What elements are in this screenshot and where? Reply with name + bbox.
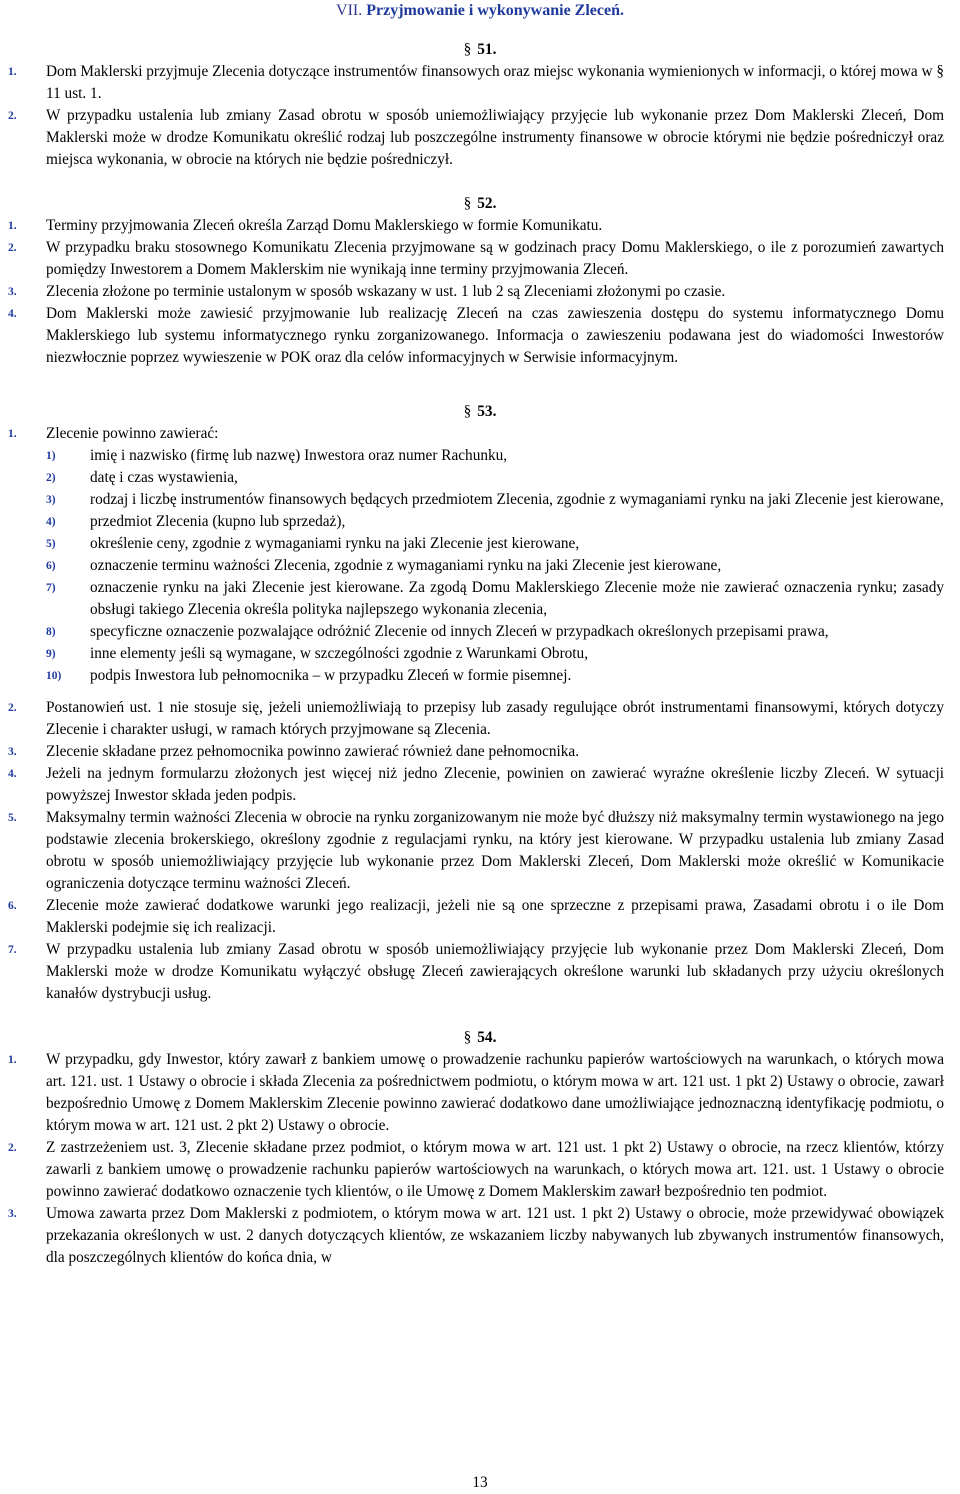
page-number: 13 — [472, 1474, 488, 1491]
section-53-subitem-3: 3) rodzaj i liczbę instrumentów finansowych będących przedmiotem Zlecenia, zgodnie z wymaganiami rynku na jaki Zlecenie jest kierowane, — [46, 491, 944, 508]
chapter-heading — [0, 0, 960, 22]
document-body — [0, 39, 960, 1269]
section-heading-52: § 52. — [463, 195, 497, 212]
section-53-item-6: 6. Zlecenie może zawierać dodatkowe warunki jego realizacji, jeżeli nie są one sprzeczne z przepisami prawa, Zasadami obrotu i o ile Dom Maklerski podejmie się ich realizacji. — [8, 897, 944, 936]
section-53-subitem-2: 2) datę i czas wystawienia, — [46, 469, 238, 486]
section-53-subitem-8: 8) specyficzne oznaczenie pozwalające odróżnić Zlecenie od innych Zleceń w przypadkach określonych przepisami prawa, — [46, 623, 829, 640]
section-53-subitem-1: 1) imię i nazwisko (firmę lub nazwę) Inwestora oraz numer Rachunku, — [46, 447, 508, 464]
section-54-item-2: 2. Z zastrzeżeniem ust. 3, Zlecenie składane przez podmiot, o którym mowa w art. 121 ust. 1 pkt 2) Ustawy o obrocie, na rzecz klientów, którzy zawarli z bankiem umowę o prowadzenie rachunku papierów wartościowych na warunkach, o których mowa art. 121. ust. 1 Ustawy o obrocie powinno zawierać dodatkowo oznaczenie tych klientów, o ile Umowę z Domem Maklerskim zawarł bezpośrednio ten podmiot. — [8, 1139, 944, 1200]
chapter-number: VII. — [336, 2, 363, 19]
section-53-item-1: 1. Zlecenie powinno zawierać: — [8, 425, 219, 442]
section-53-subitem-9: 9) inne elementy jeśli są wymagane, w szczególności zgodnie z Warunkami Obrotu, — [46, 645, 589, 662]
section-53-item-2: 2. Postanowień ust. 1 nie stosuje się, jeżeli uniemożliwiają to przepisy lub zasady regulujące obrót instrumentami finansowymi, których dotyczy Zlecenie i charakter usługi, w ramach których przyjmowane są Zlecenia. — [8, 699, 944, 738]
section-51-item-2: 2. W przypadku ustalenia lub zmiany Zasad obrotu w sposób uniemożliwiający przyjęcie lub wykonanie przez Dom Maklerski Zleceń, Dom Maklerski może w drodze Komunikatu określić rodzaj lub poszczególne instrumenty finansowe w obrocie którymi nie będzie pośredniczył oraz miejsca wykonania, w obrocie na których nie będzie pośredniczył. — [8, 107, 944, 168]
section-53-subitem-7: 7) oznaczenie rynku na jaki Zlecenie jest kierowane. Za zgodą Domu Maklerskiego Zlecenie może nie zawierać oznaczenia rynku; zasady obsługi takiego Zlecenia określa polityka najlepszego wykonania zlecenia, — [46, 579, 944, 618]
section-52-item-1: 1. Terminy przyjmowania Zleceń określa Zarząd Domu Maklerskiego w formie Komunikatu. — [8, 217, 603, 234]
section-53-subitem-10: 10) podpis Inwestora lub pełnomocnika – w przypadku Zleceń w formie pisemnej. — [46, 667, 572, 684]
section-53-item-7: 7. W przypadku ustalenia lub zmiany Zasad obrotu w sposób uniemożliwiający przyjęcie lub wykonanie przez Dom Maklerski Zleceń, Dom Maklerski może w drodze Komunikatu wyłączyć obsługę Zleceń zawierających określone warunki lub składanych przy użyciu określonych kanałów dystrybucji usług. — [8, 941, 944, 1002]
section-53-item-4: 4. Jeżeli na jednym formularzu złożonych jest więcej niż jedno Zlecenie, powinien on zawierać wyraźne określenie liczby Zleceń. W sytuacji powyższej Inwestor składa jeden podpis. — [8, 765, 944, 804]
section-53-subitem-6: 6) oznaczenie terminu ważności Zlecenia, zgodnie z wymaganiami rynku na jaki Zlecenie jest kierowane, — [46, 557, 722, 574]
section-53-item-5: 5. Maksymalny termin ważności Zlecenia w obrocie na rynku zorganizowanym nie może być dłuższy niż maksymalny termin wystawionego na jego podstawie zlecenia brokerskiego, określony zgodnie z regulacjami rynku, na który jest kierowane. W przypadku ustalenia lub zmiany Zasad obrotu w sposób uniemożliwiający przyjęcie lub wykonanie przez Dom Maklerski Zleceń, Dom Maklerski może określić w Komunikacie ograniczenia dotyczące terminu ważności Zleceń. — [8, 809, 944, 892]
chapter-title: Przyjmowanie i wykonywanie Zleceń. — [366, 2, 624, 19]
section-52-item-2: 2. W przypadku braku stosownego Komunikatu Zlecenia przyjmowane są w godzinach pracy Domu Maklerskiego, o ile z porozumień zawartych pomiędzy Inwestorem a Domem Maklerskim nie wynikają inne terminy przyjmowania Zleceń. — [8, 239, 944, 278]
section-53-item-3: 3. Zlecenie składane przez pełnomocnika powinno zawierać również dane pełnomocnika. — [8, 743, 580, 760]
section-53-subitem-5: 5) określenie ceny, zgodnie z wymaganiami rynku na jaki Zlecenie jest kierowane, — [46, 535, 580, 552]
section-54-item-3: 3. Umowa zawarta przez Dom Maklerski z podmiotem, o którym mowa w art. 121 ust. 1 pkt 2) Ustawy o obrocie, może przewidywać obowiązek przekazania określonych w ust. 2 danych dotyczących klientów, ze wskazaniem liczby nabywanych lub zbywanych instrumentów finansowych, dla poszczególnych klientów do końca dnia, w — [8, 1205, 944, 1266]
section-53-subitem-4: 4) przedmiot Zlecenia (kupno lub sprzedaż), — [46, 513, 346, 530]
section-54-item-1: 1. W przypadku, gdy Inwestor, który zawarł z bankiem umowę o prowadzenie rachunku papierów wartościowych na warunkach, o których mowa art. 121. ust. 1 Ustawy o obrocie i składa Zlecenia za pośrednictwem podmiotu, o którym mowa w art. 121 ust. 1 pkt 2) Ustawy o obrocie, zawarł bezpośrednio Umowę z Domem Maklerskim Zlecenie powinno zawierać dodatkowo dane umożliwiające jednoznaczną identyfikację podmiotu, o którym mowa w art. 121 ust. 2 pkt 2) Ustawy o obrocie. — [8, 1051, 944, 1134]
section-heading-53: § 53. — [463, 403, 497, 420]
section-52-item-3: 3. Zlecenia złożone po terminie ustalonym w sposób wskazany w ust. 1 lub 2 są Zleceniami złożonymi po czasie. — [8, 283, 726, 300]
section-52-item-4: 4. Dom Maklerski może zawiesić przyjmowanie lub realizację Zleceń na czas zawieszenia dostępu do systemu informatycznego Domu Maklerskiego lub systemu informatycznego rynku zorganizowanego. Informacja o zawieszeniu podawana jest do wiadomości Inwestorów niezwłocznie poprzez wywieszenie w POK oraz dla celów informacyjnych w Serwisie informacyjnym. — [8, 305, 944, 366]
section-heading-54: § 54. — [463, 1029, 497, 1046]
section-51-item-1: 1. Dom Maklerski przyjmuje Zlecenia dotyczące instrumentów finansowych oraz miejsc wykonania wymienionych w informacji, o której mowa w § 11 ust. 1. — [8, 63, 945, 102]
section-heading-51: § 51. — [463, 41, 497, 58]
